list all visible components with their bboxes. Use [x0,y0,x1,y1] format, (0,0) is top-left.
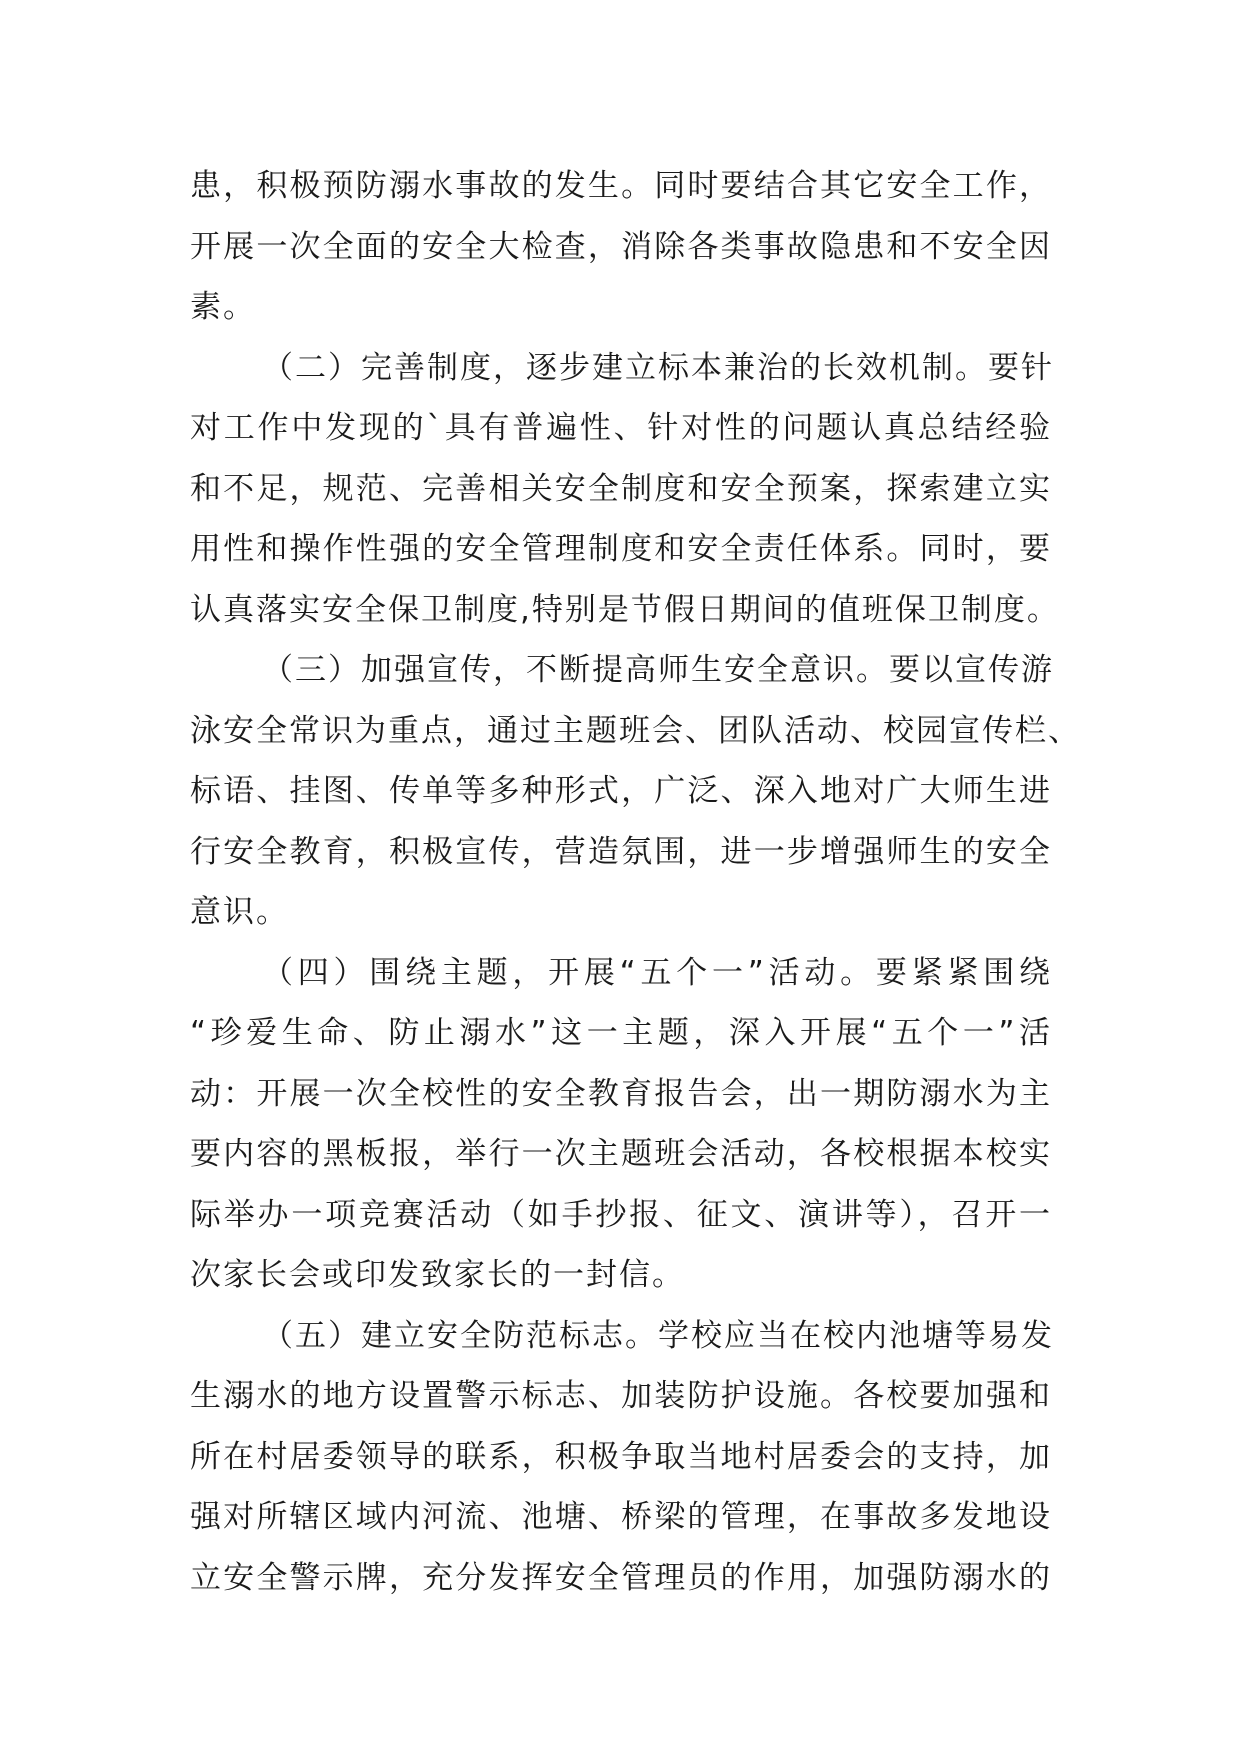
text-line: 认真落实安全保卫制度,特别是节假日期间的值班保卫制度。 [190,591,1060,628]
text-line: 素。 [190,289,256,325]
paragraph-section-5 [190,1306,1052,1609]
text-line: 次家长会或印发致家长的一封信。 [190,1257,685,1293]
text-line: 所在村居委领导的联系，积极争取当地村居委会的支持，加 [190,1438,1052,1475]
text-line: （三）加强宣传，不断提高师生安全意识。要以宣传游 [262,652,1054,688]
text-line: 生溺水的地方设置警示标志、加装防护设施。各校要加强和 [190,1378,1052,1414]
text-line: 要内容的黑板报，举行一次主题班会活动，各校根据本校实 [190,1136,1052,1172]
paragraph-continuation [190,156,1052,338]
text-line: 患，积极预防溺水事故的发生。同时要结合其它安全工作， [190,168,1052,204]
text-line: 意识。 [190,894,289,930]
text-line: 立安全警示牌，充分发挥安全管理员的作用，加强防溺水的 [190,1559,1052,1596]
text-line: （二）完善制度，逐步建立标本兼治的长效机制。要针 [262,349,1054,386]
text-line: 对工作中发现的`具有普遍性、针对性的问题认真总结经验 [190,410,1052,446]
text-line: 动：开展一次全校性的安全教育报告会，出一期防溺水为主 [190,1075,1052,1112]
text-line: （五）建立安全防范标志。学校应当在校内池塘等易发 [262,1317,1054,1354]
text-line: 际举办一项竞赛活动（如手抄报、征文、演讲等），召开一 [190,1196,1052,1233]
text-line: （四）围绕主题，开展“五个一”活动。要紧紧围绕 [262,954,1052,991]
text-line: 开展一次全面的安全大检查，消除各类事故隐患和不安全因 [190,228,1052,265]
text-line: “珍爱生命、防止溺水”这一主题，深入开展“五个一”活 [190,1015,1052,1051]
paragraph-section-4 [190,943,1052,1306]
text-line: 行安全教育，积极宣传，营造氛围，进一步增强师生的安全 [190,833,1052,870]
text-line: 强对所辖区域内河流、池塘、桥梁的管理，在事故多发地设 [190,1499,1052,1535]
paragraph-section-2 [190,338,1060,641]
text-line: 和不足，规范、完善相关安全制度和安全预案，探索建立实 [190,470,1052,507]
text-line: 标语、挂图、传单等多种形式，广泛、深入地对广大师生进 [190,773,1052,809]
paragraph-section-3 [190,640,1081,943]
text-line: 泳安全常识为重点，通过主题班会、团队活动、校园宣传栏、 [190,712,1081,749]
text-line: 用性和操作性强的安全管理制度和安全责任体系。同时，要 [190,531,1052,567]
document-body [190,156,1081,1608]
